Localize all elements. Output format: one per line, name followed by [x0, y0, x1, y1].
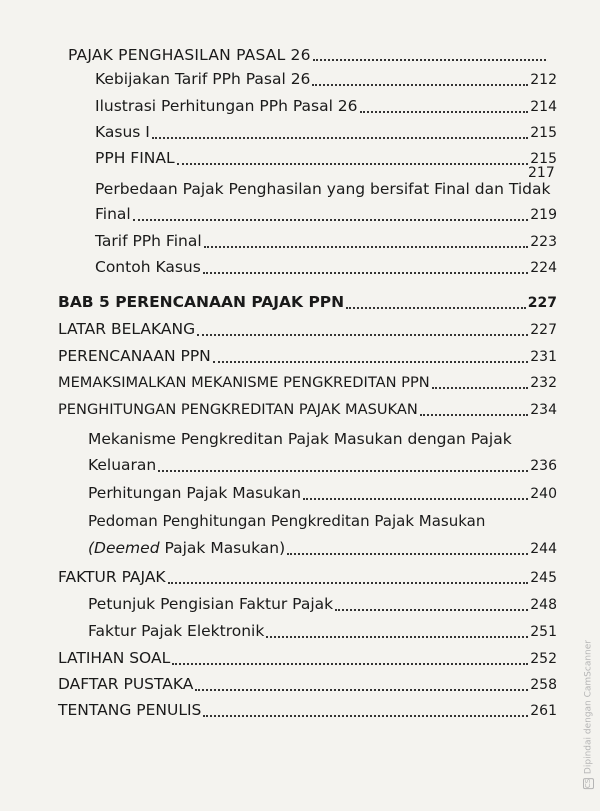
toc-page-number: 212 — [530, 72, 557, 88]
toc-entry-label: Perhitungan Pajak Masukan — [88, 484, 302, 502]
toc-page-number: 244 — [530, 541, 557, 557]
toc-page-number: 248 — [530, 597, 557, 613]
toc-entry-label: PAJAK PENGHASILAN PASAL 26 — [68, 46, 311, 64]
toc-page-number: 251 — [530, 624, 557, 640]
toc-entry-label: Tarif PPh Final — [95, 232, 202, 250]
toc-entry-label: FAKTUR PAJAK — [58, 568, 166, 586]
toc-entry-label: Ilustrasi Perhitungan PPh Pasal 26 — [95, 97, 358, 115]
toc-entry-label: BAB 5 PERENCANAAN PAJAK PPN — [58, 293, 345, 311]
toc-page-number: 245 — [530, 570, 557, 586]
toc-page-number: 227 — [530, 322, 557, 338]
dot-leader — [197, 334, 528, 336]
toc-page-number: 214 — [530, 99, 557, 115]
dot-leader — [432, 387, 529, 389]
dot-leader — [203, 272, 528, 274]
toc-page-number: 240 — [530, 486, 557, 502]
dot-leader — [266, 636, 528, 638]
toc-entry-elektronik — [88, 620, 557, 643]
deemed-italic-text: (Deemed — [88, 539, 160, 557]
toc-page-number: 215 — [530, 151, 557, 167]
toc-entry-mekanisme-line1: Mekanisme Pengkreditan Pajak Masukan dengan Pajak — [88, 430, 512, 448]
toc-page-number: 217 — [528, 165, 555, 181]
toc-page-number: 231 — [530, 349, 557, 365]
dot-leader — [204, 246, 529, 248]
dot-leader — [312, 84, 528, 86]
dot-leader — [177, 163, 529, 165]
dot-leader — [303, 498, 528, 500]
toc-entry-contoh — [95, 256, 557, 279]
dot-leader — [203, 715, 528, 717]
toc-page-number: 236 — [530, 458, 557, 474]
toc-page-number: 227 — [527, 295, 557, 311]
camscanner-watermark — [583, 640, 594, 789]
toc-entry-label: Contoh Kasus — [95, 258, 201, 276]
toc-entry-kasus — [95, 121, 557, 144]
dot-leader — [133, 219, 529, 221]
camscanner-logo-icon: CS — [584, 778, 592, 789]
toc-entry-label: Keluaran — [88, 456, 157, 474]
dot-leader — [213, 361, 528, 363]
toc-entry-ilustrasi — [95, 95, 557, 118]
toc-entry-kebijakan — [95, 68, 557, 91]
toc-entry-perbedaan-line1: Perbedaan Pajak Penghasilan yang bersifat Final dan Tidak — [95, 180, 551, 198]
toc-entry-label: LATIHAN SOAL — [58, 649, 171, 667]
toc-entry-label: LATAR BELAKANG — [58, 320, 196, 338]
toc-entry-pedoman-line1: Pedoman Penghitungan Pengkreditan Pajak Masukan — [88, 512, 486, 530]
dot-leader — [152, 137, 528, 139]
toc-entry-mekanisme — [88, 454, 557, 477]
toc-entry-latihan — [58, 647, 557, 670]
toc-entry-label: MEMAKSIMALKAN MEKANISME PENGKREDITAN PPN — [58, 374, 430, 391]
toc-entry-label: Kebijakan Tarif PPh Pasal 26 — [95, 70, 311, 88]
toc-entry-label: PERENCANAAN PPN — [58, 347, 211, 365]
toc-entry-pph26 — [68, 44, 548, 66]
toc-entry-label: Kasus I — [95, 123, 150, 141]
toc-page-number: 258 — [530, 677, 557, 693]
dot-leader — [287, 553, 528, 555]
toc-entry-label: DAFTAR PUSTAKA — [58, 675, 194, 693]
toc-entry-penghitungan — [58, 399, 557, 421]
dot-leader — [168, 582, 529, 584]
toc-page-number: 219 — [530, 207, 557, 223]
dot-leader — [360, 111, 529, 113]
toc-page-number: 234 — [530, 402, 557, 418]
toc-page-number: 252 — [530, 651, 557, 667]
toc-entry-latar — [58, 318, 557, 341]
toc-entry-perbedaan — [95, 203, 557, 226]
toc-entry-petunjuk — [88, 593, 557, 616]
dot-leader — [420, 414, 529, 416]
toc-entry-label: TENTANG PENULIS — [58, 701, 202, 719]
dot-leader — [313, 59, 546, 61]
toc-entry-perhitungan-pm — [88, 482, 557, 505]
toc-entry-tentang — [58, 699, 557, 722]
toc-entry-memaksimalkan — [58, 372, 557, 394]
toc-page-number: 224 — [530, 260, 557, 276]
toc-entry-pedoman — [88, 537, 557, 560]
toc-entry-label: Faktur Pajak Elektronik — [88, 622, 265, 640]
dot-leader — [346, 307, 526, 309]
toc-entry-faktur — [58, 566, 557, 589]
toc-entry-label: PPH FINAL — [95, 149, 175, 167]
toc-entry-daftar — [58, 673, 557, 696]
toc-entry-label: Final — [95, 205, 131, 223]
dot-leader — [195, 689, 528, 691]
toc-entry-label: Petunjuk Pengisian Faktur Pajak — [88, 595, 334, 613]
toc-page-number: 215 — [530, 125, 557, 141]
dot-leader — [172, 663, 528, 665]
dot-leader — [335, 609, 528, 611]
toc-page-number: 232 — [530, 375, 557, 391]
toc-entry-label: PENGHITUNGAN PENGKREDITAN PAJAK MASUKAN — [58, 401, 418, 418]
toc-page-number: 261 — [530, 703, 557, 719]
toc-entry-perencanaan — [58, 345, 557, 368]
toc-entry-tarif — [95, 230, 557, 253]
toc-entry-label — [88, 537, 285, 559]
toc-entry-bab5 — [58, 291, 557, 314]
watermark-text: Dipindai dengan CamScanner — [583, 640, 594, 775]
toc-entry-pph-final — [95, 147, 557, 170]
dot-leader — [158, 470, 528, 472]
pedoman-line2-text: Pajak Masukan) — [159, 539, 286, 557]
toc-page-number: 223 — [530, 234, 557, 250]
